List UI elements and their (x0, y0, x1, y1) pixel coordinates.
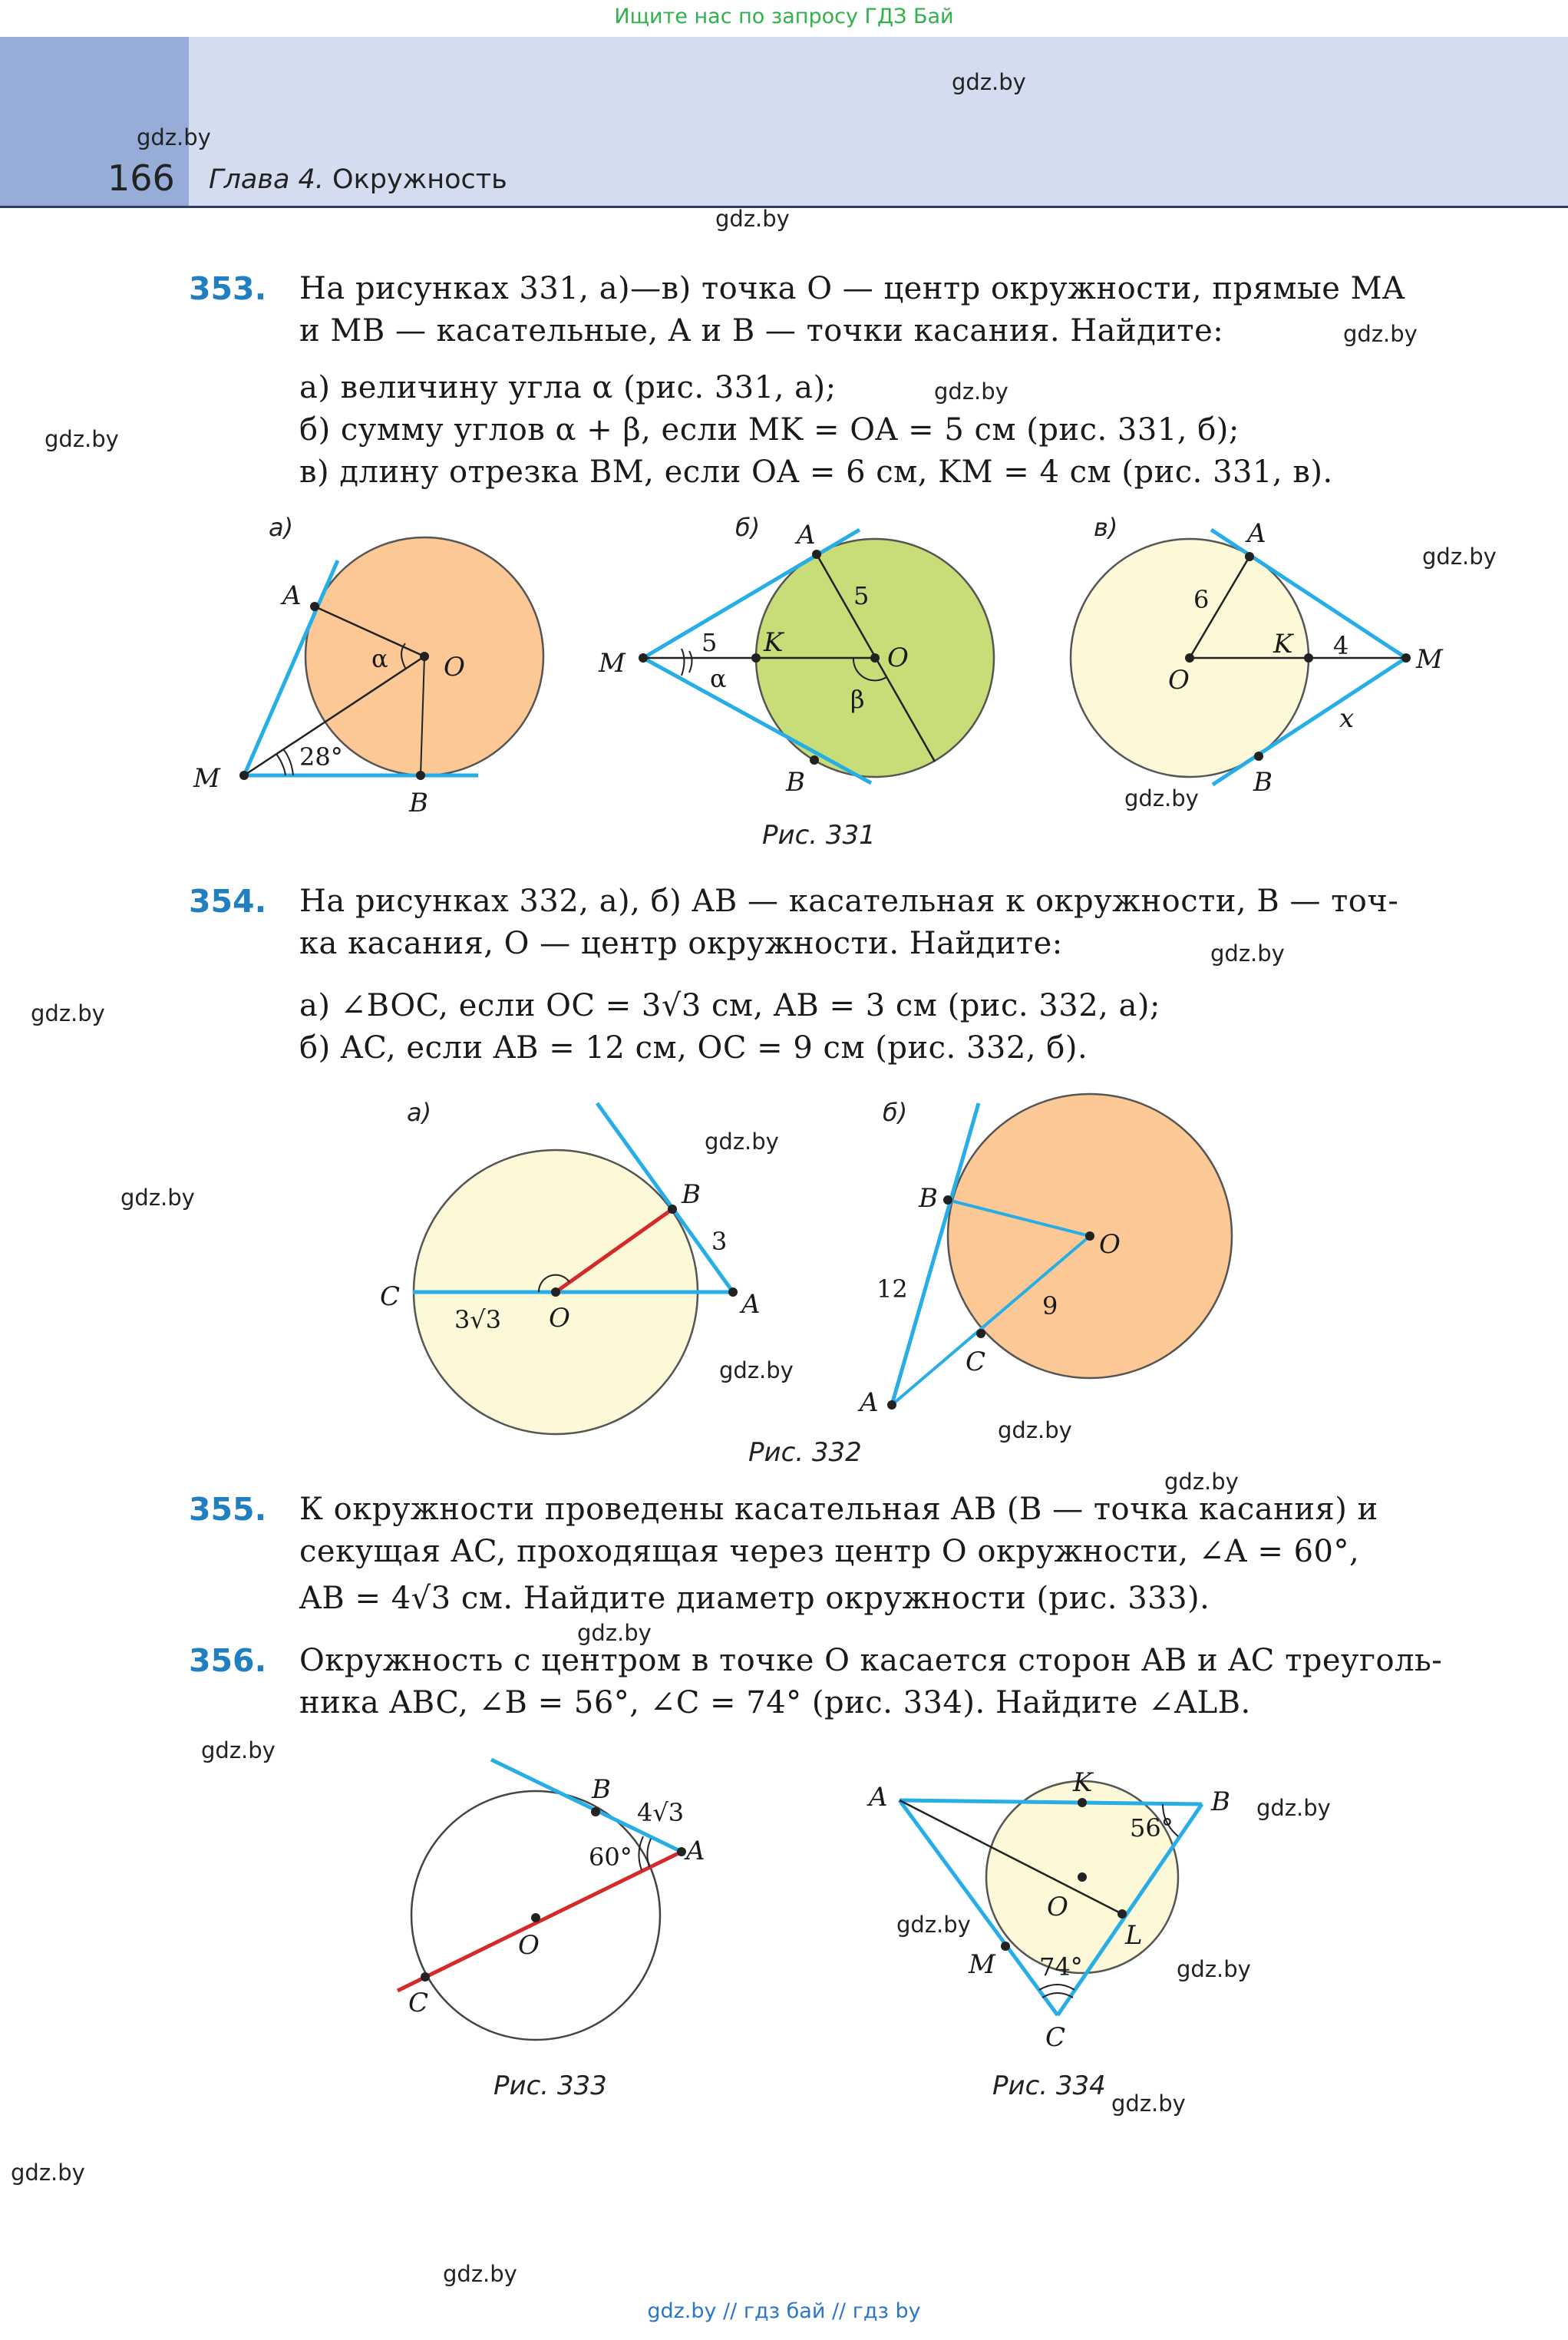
problem-text: в) длину отрезка BM, если OA = 6 см, KM = 4 см (рис. 331, в). (299, 454, 1333, 490)
watermark: gdz.by (1177, 1956, 1251, 1982)
figure-caption: Рис. 331 (762, 820, 876, 851)
watermark: gdz.by (120, 1185, 195, 1211)
length-label: 4 (1333, 631, 1349, 660)
figure-332b (857, 1094, 1232, 1418)
point-label: A (860, 1387, 879, 1418)
watermark: gdz.by (998, 1417, 1072, 1443)
problem-text: а) ∠BOC, если OC = 3√3 см, AB = 3 см (рис. 332, а); (299, 988, 1161, 1023)
point-label: M (599, 648, 626, 679)
figure-331b (598, 520, 994, 798)
watermark: gdz.by (137, 124, 211, 150)
point-label: A (869, 1782, 888, 1813)
watermark: gdz.by (45, 426, 119, 452)
length-label: 5 (701, 628, 718, 657)
watermark: gdz.by (1164, 1469, 1239, 1495)
length-label: 6 (1193, 585, 1210, 614)
point-label: M (193, 763, 220, 794)
problem-number: 356. (189, 1642, 267, 1679)
length-label: 12 (876, 1274, 908, 1304)
watermark: gdz.by (577, 1620, 652, 1646)
figure-caption: Рис. 333 (494, 2071, 607, 2101)
watermark: gdz.by (1124, 785, 1199, 811)
angle-label: α (710, 664, 727, 693)
watermark: gdz.by (31, 1000, 105, 1026)
watermark: gdz.by (705, 1129, 779, 1155)
length-label: 4√3 (637, 1798, 685, 1827)
figure-caption: Рис. 332 (748, 1437, 862, 1468)
point-label: C (966, 1347, 986, 1377)
angle-label: α (371, 644, 388, 673)
point-label: M (969, 1949, 995, 1980)
point-label: B (786, 767, 805, 798)
point-label: L (1125, 1920, 1143, 1951)
watermark: gdz.by (1210, 940, 1285, 967)
angle-label: 60° (589, 1843, 632, 1872)
point-label: C (1045, 2022, 1066, 2053)
angle-label: 28° (299, 742, 343, 772)
point-label: A (282, 580, 302, 611)
watermark: gdz.by (934, 378, 1008, 405)
point-label: B (682, 1179, 701, 1210)
watermark: gdz.by (11, 2160, 85, 2186)
point-label: O (1047, 1892, 1068, 1922)
watermark: gdz.by (719, 1357, 794, 1383)
problem-text: На рисунках 332, а), б) AB — касательная к окружности, B — точ- (299, 884, 1399, 919)
problem-text: и MB — касательные, A и B — точки касания. Найдите: (299, 313, 1224, 349)
watermark: gdz.by (952, 69, 1026, 95)
problem-number: 355. (189, 1491, 267, 1528)
point-label: O (887, 643, 909, 673)
point-label: B (409, 788, 428, 818)
point-label: B (919, 1183, 938, 1214)
figure-333 (398, 1760, 705, 2040)
figure-sublabel: в) (1094, 513, 1118, 542)
figure-334 (867, 1767, 1230, 2053)
point-label: B (1253, 767, 1273, 798)
problem-text: б) сумму углов α + β, если MK = OA = 5 см (рис. 331, б); (299, 412, 1240, 448)
point-label: B (592, 1774, 611, 1805)
point-label: C (380, 1281, 401, 1312)
point-label: O (518, 1930, 540, 1961)
point-label: O (444, 652, 465, 682)
figure-sublabel: а) (407, 1098, 432, 1127)
problem-text: ника ABC, ∠B = 56°, ∠C = 74° (рис. 334). Найдите ∠ALB. (299, 1685, 1251, 1720)
watermark: gdz.by (1256, 1795, 1331, 1821)
watermark: gdz.by (1111, 2090, 1186, 2117)
point-label: K (764, 627, 784, 658)
length-label: 9 (1042, 1291, 1058, 1320)
angle-label: 56° (1130, 1813, 1174, 1843)
watermark: gdz.by (201, 1737, 276, 1763)
point-label: A (797, 520, 816, 550)
page-number: 166 (107, 157, 175, 199)
watermark: gdz.by (1422, 544, 1497, 570)
angle-label: 74° (1039, 1952, 1083, 1981)
point-label: M (1416, 644, 1443, 675)
figure-331c (1071, 518, 1444, 798)
point-label: A (741, 1289, 761, 1320)
length-label: 3 (711, 1227, 728, 1256)
problem-text: Окружность с центром в точке O касается сторон AB и AC треуголь- (299, 1643, 1443, 1678)
problem-text: ка касания, O — центр окружности. Найдите: (299, 926, 1063, 961)
problem-text: AB = 4√3 см. Найдите диаметр окружности (рис. 333). (299, 1581, 1210, 1616)
point-label: K (1073, 1767, 1093, 1798)
figure-331a (193, 537, 543, 818)
point-label: A (686, 1836, 705, 1866)
watermark: gdz.by (715, 206, 790, 232)
problem-number: 353. (189, 270, 267, 307)
figure-sublabel: а) (269, 513, 294, 542)
watermark: gdz.by (896, 1912, 971, 1938)
angle-label: β (850, 685, 865, 714)
problem-text: К окружности проведены касательная AB (B — точка касания) и (299, 1492, 1378, 1527)
point-label: O (549, 1303, 570, 1334)
problem-text: б) AC, если AB = 12 см, OC = 9 см (рис. 332, б). (299, 1030, 1088, 1066)
length-label: 3√3 (454, 1305, 502, 1334)
problem-number: 354. (189, 883, 267, 920)
figure-caption: Рис. 334 (992, 2071, 1106, 2101)
point-label: B (1211, 1786, 1230, 1817)
footer-links[interactable]: gdz.by // гдз бай // гдз by (647, 2299, 921, 2323)
point-label: C (408, 1988, 429, 2018)
problem-text: секущая AC, проходящая через центр O окружности, ∠A = 60°, (299, 1534, 1360, 1569)
point-label: O (1099, 1229, 1121, 1260)
watermark: gdz.by (1343, 321, 1418, 347)
figure-332a (380, 1103, 761, 1434)
point-label: A (1247, 518, 1266, 549)
figure-sublabel: б) (735, 513, 761, 542)
problem-text: а) величину угла α (рис. 331, а); (299, 370, 837, 405)
point-label: K (1273, 629, 1293, 659)
top-banner[interactable]: Ищите нас по запросу ГДЗ Бай (614, 5, 954, 28)
watermark: gdz.by (443, 2261, 517, 2287)
length-label: 5 (853, 581, 870, 610)
figure-sublabel: б) (883, 1098, 908, 1127)
chapter-title: Глава 4. Окружность (209, 164, 507, 195)
length-label: x (1339, 703, 1355, 734)
problem-text: На рисунках 331, а)—в) точка O — центр окружности, прямые MA (299, 271, 1405, 306)
point-label: O (1168, 665, 1190, 696)
